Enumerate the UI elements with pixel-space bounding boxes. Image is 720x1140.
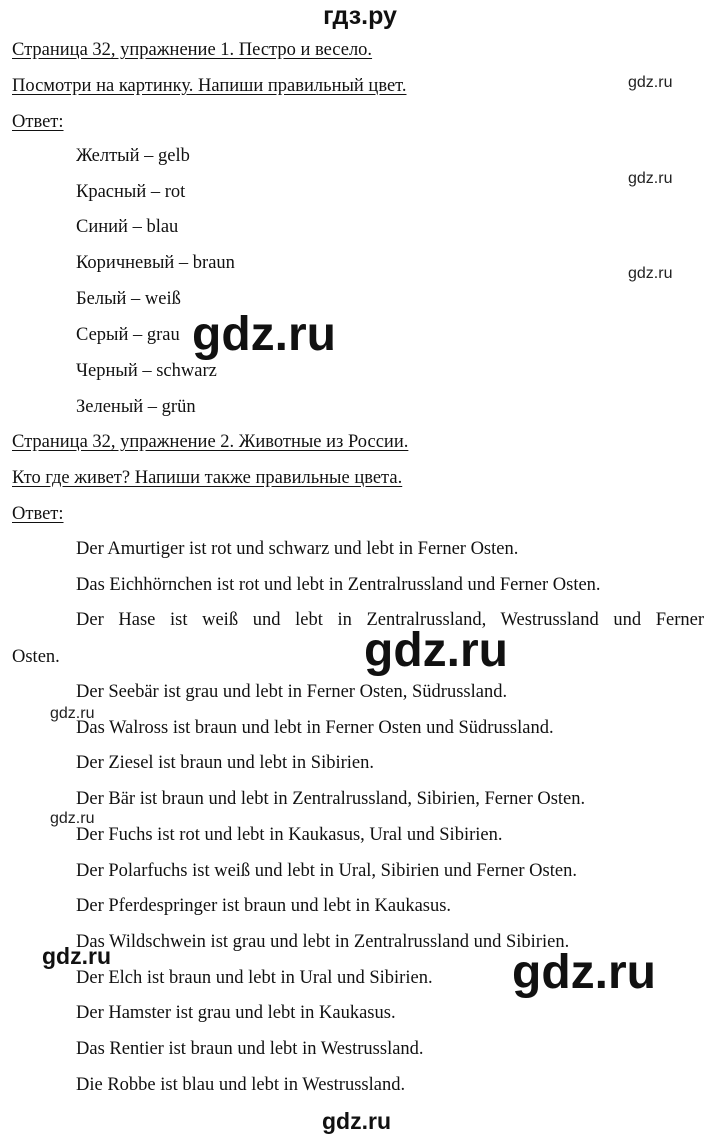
watermark-small: gdz.ru xyxy=(50,705,95,722)
watermark-small: gdz.ru xyxy=(628,74,673,91)
watermark-large: gdz.ru xyxy=(364,624,508,677)
animal-sentence: Das Walross ist braun und lebt in Ferner Osten und Südrussland. xyxy=(76,718,554,738)
animal-sentence: Der Seebär ist grau und lebt in Ferner Osten, Südrussland. xyxy=(76,682,508,702)
color-item: Белый – weiß xyxy=(76,289,181,309)
color-item: Зеленый – grün xyxy=(76,397,196,417)
watermark-large: gdz.ru xyxy=(512,946,656,999)
watermark-small: gdz.ru xyxy=(628,265,673,282)
exercise-1-task: Посмотри на картинку. Напиши правильный цвет. xyxy=(12,76,407,96)
color-item: Серый – grau xyxy=(76,325,180,345)
color-item: Коричневый – braun xyxy=(76,253,235,273)
exercise-1-answer-label: Ответ: xyxy=(12,112,64,132)
animal-sentence: Der Bär ist braun und lebt in Zentralrussland, Sibirien, Ferner Osten. xyxy=(76,789,586,809)
color-item: Желтый – gelb xyxy=(76,146,190,166)
exercise-2-task: Кто где живет? Напиши также правильные цвета. xyxy=(12,468,403,488)
animal-sentence: Das Eichhörnchen ist rot und lebt in Zentralrussland und Ferner Osten. xyxy=(76,575,601,595)
animal-sentence: Der Ziesel ist braun und lebt in Sibirien. xyxy=(76,753,374,773)
animal-sentence: Die Robbe ist blau und lebt in Westrussland. xyxy=(76,1075,406,1095)
exercise-2-title: Страница 32, упражнение 2. Животные из России. xyxy=(12,432,409,452)
color-item: Красный – rot xyxy=(76,182,186,202)
animal-sentence-continuation: Osten. xyxy=(12,647,60,667)
animal-sentence: Das Rentier ist braun und lebt in Westrussland. xyxy=(76,1039,424,1059)
animal-sentence: Der Hase ist weiß und lebt in Zentralrussland, Westrussland und Ferner xyxy=(76,610,704,630)
animal-sentence: Der Polarfuchs ist weiß und lebt in Ural, Sibirien und Ferner Osten. xyxy=(76,861,577,881)
animal-sentence: Der Hamster ist grau und lebt in Kaukasus. xyxy=(76,1003,396,1023)
animal-sentence: Der Fuchs ist rot und lebt in Kaukasus, Ural und Sibirien. xyxy=(76,825,503,845)
animal-sentence: Der Pferdespringer ist braun und lebt in Kaukasus. xyxy=(76,896,452,916)
color-item: Синий – blau xyxy=(76,217,179,237)
exercise-1-title: Страница 32, упражнение 1. Пестро и весело. xyxy=(12,40,373,60)
exercise-2-answer-label: Ответ: xyxy=(12,504,64,524)
watermark-small: gdz.ru xyxy=(50,810,95,827)
watermark-footer: gdz.ru xyxy=(322,1108,391,1134)
site-header: гдз.ру xyxy=(323,2,397,30)
watermark-large: gdz.ru xyxy=(192,308,336,361)
animal-sentence: Der Amurtiger ist rot und schwarz und lebt in Ferner Osten. xyxy=(76,539,519,559)
animal-sentence: Der Elch ist braun und lebt in Ural und Sibirien. xyxy=(76,968,433,988)
color-item: Черный – schwarz xyxy=(76,361,217,381)
watermark-small: gdz.ru xyxy=(42,943,111,969)
animal-sentence: Das Wildschwein ist grau und lebt in Zentralrussland und Sibirien. xyxy=(76,932,570,952)
watermark-small: gdz.ru xyxy=(628,170,673,187)
